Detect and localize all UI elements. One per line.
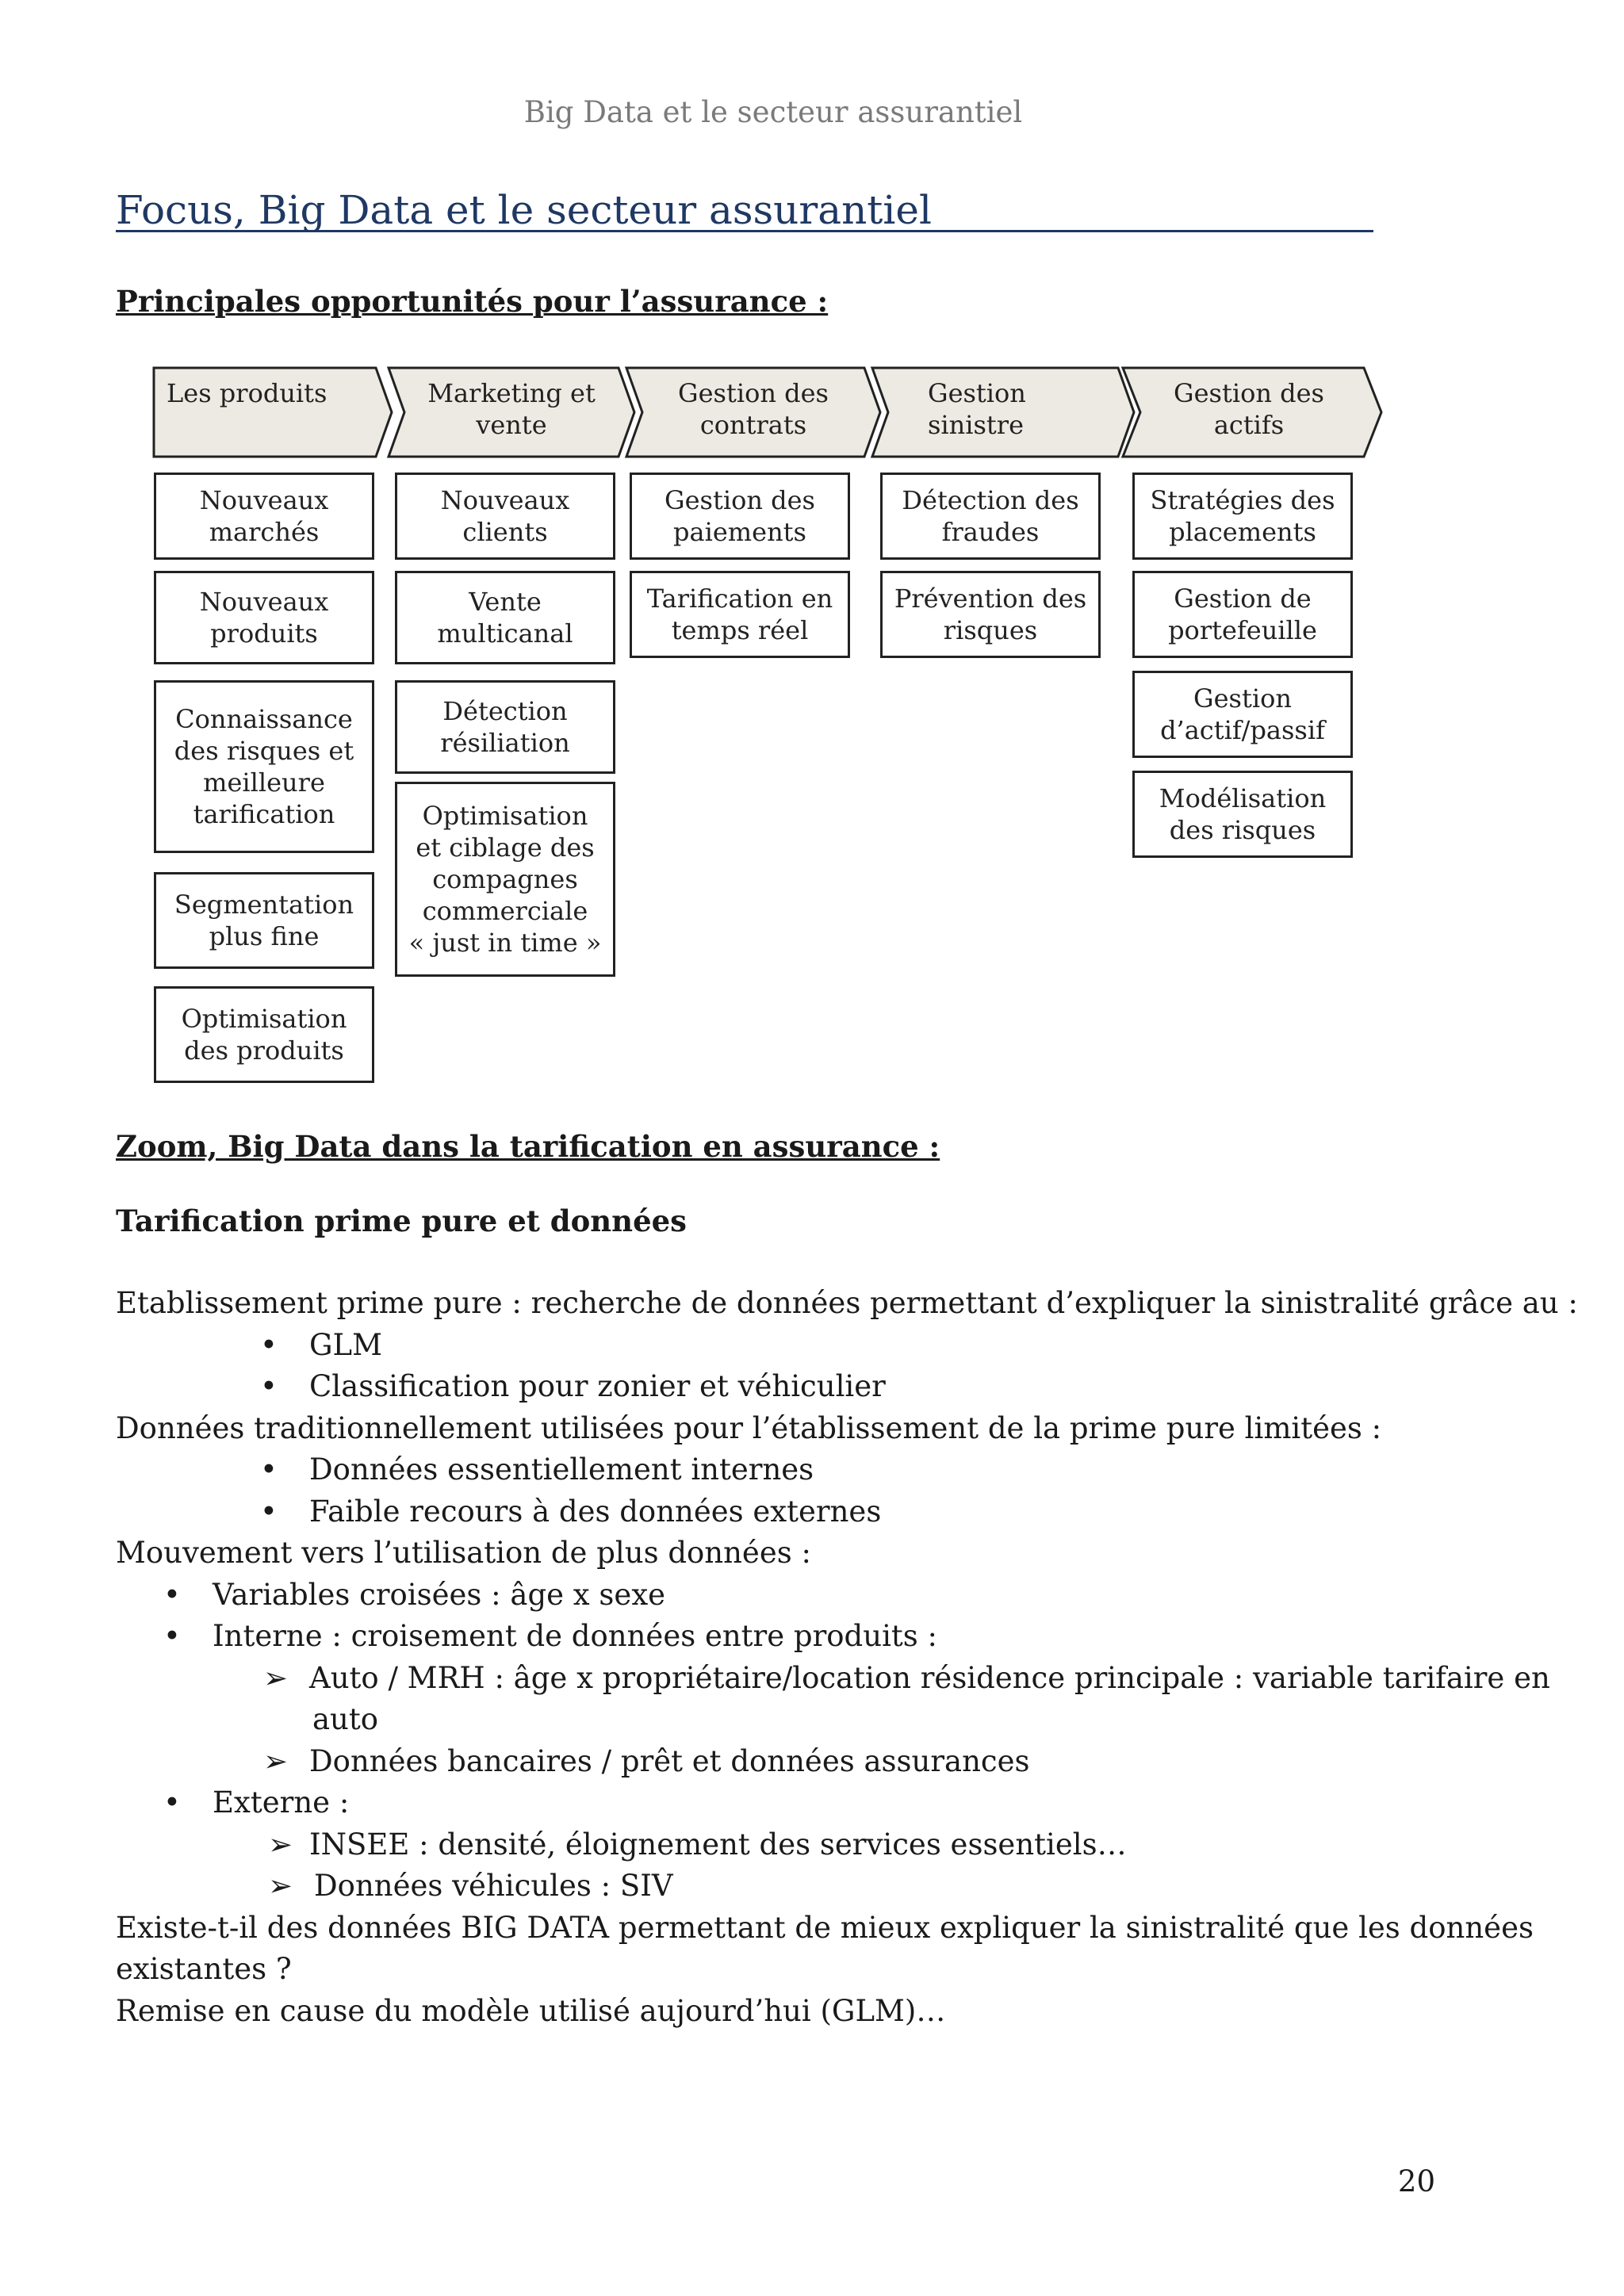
box-label: Modélisation des risques xyxy=(1159,783,1327,845)
bullet-icon: • xyxy=(260,1494,278,1529)
diagram-box xyxy=(154,680,374,853)
diagram-box xyxy=(395,571,615,664)
arrow-bullet-icon: ➢ xyxy=(268,1869,293,1903)
chevron-assets xyxy=(1142,365,1356,441)
diagram-box xyxy=(1132,771,1353,858)
bullet-icon: • xyxy=(163,1785,181,1820)
box-label: Gestion d’actif/passif xyxy=(1160,683,1325,745)
box-label: Segmentation plus fine xyxy=(174,890,354,951)
diagram-box xyxy=(154,872,374,969)
list-item-text: Classification pour zonier et véhiculier xyxy=(309,1369,886,1403)
zoom-heading: Zoom, Big Data dans la tarification en assurance : xyxy=(116,1129,940,1164)
box-label: Nouveaux produits xyxy=(199,587,329,649)
arrow-bullet-icon: ➢ xyxy=(263,1660,289,1695)
arrow-item-text: Données véhicules : SIV xyxy=(314,1869,673,1903)
chevron-label: Gestion des actifs xyxy=(1174,378,1324,440)
question-line: Existe-t-il des données BIG DATA permettant de mieux expliquer la sinistralité que les données xyxy=(116,1910,1534,1945)
list-item-text: GLM xyxy=(309,1327,383,1362)
paragraph: Mouvement vers l’utilisation de plus données : xyxy=(116,1536,811,1570)
page-number: 20 xyxy=(1397,2164,1435,2198)
list-item xyxy=(116,1575,1432,1617)
body-text xyxy=(116,1283,1578,2032)
list-item xyxy=(116,1616,1432,1658)
box-label: Stratégies des placements xyxy=(1150,485,1335,547)
chevron-contracts xyxy=(650,365,856,441)
bullet-icon: • xyxy=(163,1577,181,1612)
section-title: Focus, Big Data et le secteur assurantiel xyxy=(116,186,1373,232)
box-label: Tarification en temps réel xyxy=(646,584,833,645)
diagram-box xyxy=(154,986,374,1083)
arrow-item-continuation: auto xyxy=(312,1702,379,1736)
chevron-claims xyxy=(904,365,1118,441)
chevron-label: Gestion des contrats xyxy=(678,378,829,440)
box-label: Nouveaux marchés xyxy=(199,485,329,547)
diagram-box xyxy=(395,680,615,774)
box-label: Optimisation et ciblage des compagnes commerciale « just in time » xyxy=(408,801,602,958)
chevron-label: Gestion sinistre xyxy=(928,378,1026,440)
closing-line: Remise en cause du modèle utilisé aujourd’hui (GLM)… xyxy=(116,1993,946,2028)
diagram-box xyxy=(154,473,374,560)
diagram-box xyxy=(630,473,850,560)
list-item xyxy=(116,1366,1432,1408)
bullet-icon: • xyxy=(163,1619,181,1653)
bullet-icon: • xyxy=(260,1369,278,1403)
diagram-box xyxy=(1132,671,1353,758)
list-item-text: Faible recours à des données externes xyxy=(309,1494,882,1529)
bullet-icon: • xyxy=(260,1452,278,1487)
list-item xyxy=(116,1491,1432,1533)
list-item-text: Externe : xyxy=(213,1785,350,1820)
chevron-products xyxy=(159,365,365,409)
diagram-box xyxy=(1132,571,1353,658)
running-header: Big Data et le secteur assurantiel xyxy=(523,95,1023,129)
value-chain-chevrons xyxy=(151,365,1388,460)
box-label: Gestion des paiements xyxy=(665,485,815,547)
arrow-item-text: Auto / MRH : âge x propriétaire/location résidence principale : variable tarifaire en xyxy=(309,1660,1550,1695)
bullet-icon: • xyxy=(260,1327,278,1362)
box-label: Connaissance des risques et meilleure tarification xyxy=(174,704,354,829)
chevron-label: Les produits xyxy=(167,378,327,408)
arrow-item-text: Données bancaires / prêt et données assurances xyxy=(309,1743,1030,1778)
box-label: Vente multicanal xyxy=(437,587,573,649)
box-label: Détection résiliation xyxy=(440,696,570,758)
arrow-bullet-icon: ➢ xyxy=(268,1827,293,1862)
paragraph: Données traditionnellement utilisées pour l’établissement de la prime pure limitées : xyxy=(116,1410,1382,1445)
diagram-box xyxy=(395,473,615,560)
diagram-box xyxy=(395,782,615,977)
arrow-item-text: INSEE : densité, éloignement des services essentiels… xyxy=(309,1827,1127,1862)
box-label: Optimisation des produits xyxy=(181,1004,347,1066)
list-item-text: Données essentiellement internes xyxy=(309,1452,814,1487)
diagram-box xyxy=(1132,473,1353,560)
box-label: Gestion de portefeuille xyxy=(1168,584,1317,645)
arrow-item xyxy=(116,1741,1432,1783)
paragraph: Etablissement prime pure : recherche de données permettant d’expliquer la sinistralité grâce au : xyxy=(116,1286,1578,1320)
list-item xyxy=(116,1782,1432,1824)
opportunities-heading: Principales opportunités pour l’assurance : xyxy=(116,284,829,319)
arrow-bullet-icon: ➢ xyxy=(263,1743,289,1778)
box-label: Détection des fraudes xyxy=(902,485,1079,547)
diagram-box xyxy=(880,571,1101,658)
diagram-box xyxy=(880,473,1101,560)
box-label: Nouveaux clients xyxy=(440,485,570,547)
question-line-end: existantes ? xyxy=(116,1952,292,1986)
arrow-item xyxy=(116,1866,1432,1908)
list-item-text: Interne : croisement de données entre produits : xyxy=(213,1619,937,1653)
list-item-text: Variables croisées : âge x sexe xyxy=(213,1577,666,1612)
list-item xyxy=(116,1449,1432,1491)
arrow-item xyxy=(116,1658,1550,1700)
tarification-heading: Tarification prime pure et données xyxy=(116,1203,687,1238)
diagram-box xyxy=(154,571,374,664)
chevron-label: Marketing et vente xyxy=(427,378,596,440)
box-label: Prévention des risques xyxy=(894,584,1087,645)
diagram-box xyxy=(630,571,850,658)
list-item xyxy=(116,1325,1432,1367)
arrow-item xyxy=(116,1824,1432,1866)
chevron-marketing xyxy=(404,365,619,441)
